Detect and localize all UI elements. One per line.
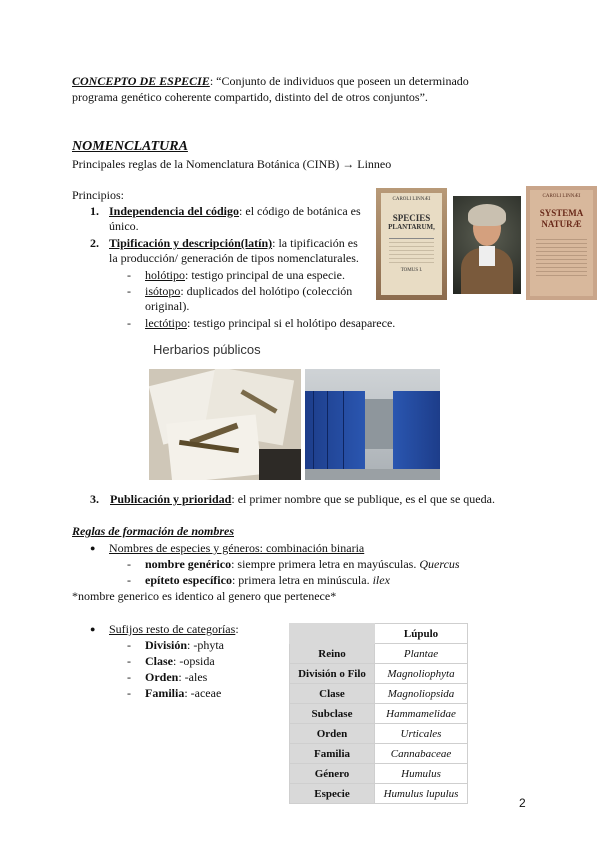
suffix-familia xyxy=(145,686,221,701)
table-row xyxy=(290,684,468,704)
dash: - xyxy=(127,654,131,668)
lectotipo-item xyxy=(145,316,395,331)
suffixes-label: Sufijos resto de categorías xyxy=(109,622,236,636)
principios-label: Principios: xyxy=(72,188,125,202)
book2-title1: SYSTEMA xyxy=(539,208,584,218)
epiteto-term: epíteto específico xyxy=(145,573,232,587)
book1-tomus: TOMUS I. xyxy=(400,268,423,273)
nombre-generico-term: nombre genérico xyxy=(145,557,232,571)
isotopo-item xyxy=(145,284,352,299)
suffixes-colon: : xyxy=(235,622,239,636)
lupulo-taxonomy-table xyxy=(289,623,468,804)
bullet-binomial: Nombres de especies y géneros: combinación binaria xyxy=(109,541,365,555)
principle-2-number: 2. xyxy=(90,236,99,250)
table-row xyxy=(290,784,468,804)
table-row xyxy=(290,704,468,724)
ilex-example: ilex xyxy=(372,573,390,587)
table-row xyxy=(290,744,468,764)
isotopo-def: : duplicados del holótipo (colección xyxy=(180,284,353,298)
concepto-line2: programa genético coherente compartido, distinto del de otros conjuntos”. xyxy=(72,90,428,104)
value-cell: Magnoliophyta xyxy=(375,664,468,684)
table-row xyxy=(290,664,468,684)
herbarium-archive-photo xyxy=(305,369,440,480)
book1-title2: PLANTARUM, xyxy=(388,223,435,231)
lectotipo-term: lectótipo xyxy=(145,316,187,330)
rank-cell: División o Filo xyxy=(290,664,375,684)
dash: - xyxy=(127,316,131,330)
holotipo-term: holótipo xyxy=(145,268,186,282)
quercus-example: Quercus xyxy=(419,557,460,571)
dash: - xyxy=(127,670,131,684)
table-row xyxy=(290,764,468,784)
rank-cell: Género xyxy=(290,764,375,784)
book2-author: CAROLI LINNÆI xyxy=(542,194,581,199)
suffix-clase xyxy=(145,654,215,669)
suffix-division xyxy=(145,638,224,653)
herbarios-caption: Herbarios públicos xyxy=(153,342,261,357)
value-cell: Humulus xyxy=(375,764,468,784)
principle-2-title: Tipificación y descripción(latín) xyxy=(109,236,273,250)
rank-cell: Reino xyxy=(290,644,375,664)
holotipo-item xyxy=(145,268,345,283)
reglas-heading: Reglas de formación de nombres xyxy=(72,524,234,538)
epiteto-def: : primera letra en minúscula. xyxy=(231,573,370,587)
rank-cell: Orden xyxy=(290,724,375,744)
principle-1-text: : el código de botánica es xyxy=(239,204,361,218)
dash: - xyxy=(127,638,131,652)
book2-title2: NATURÆ xyxy=(541,219,582,229)
table-header-row xyxy=(290,624,468,644)
principle-1-number: 1. xyxy=(90,204,99,218)
principle-3 xyxy=(110,492,495,507)
herbarium-specimens-photo xyxy=(149,369,301,480)
principle-2 xyxy=(109,236,358,251)
suffix-cat: División xyxy=(145,638,188,652)
isotopo-term: isótopo xyxy=(145,284,181,298)
concepto-heading: CONCEPTO DE ESPECIE xyxy=(72,74,210,88)
generic-name-note: *nombre generico es identico al genero que pertenece* xyxy=(72,589,337,603)
table-header-lupulo: Lúpulo xyxy=(375,624,468,644)
bullet: ● xyxy=(90,543,96,553)
holotipo-def: : testigo principal de una especie. xyxy=(185,268,345,282)
species-plantarum-cover xyxy=(376,188,447,300)
bullet: ● xyxy=(90,624,96,634)
principle-3-number: 3. xyxy=(90,492,99,506)
suffix-cat: Orden xyxy=(145,670,179,684)
principle-3-text: : el primer nombre que se publique, es el que se queda. xyxy=(231,492,495,506)
nombre-generico-def: : siempre primera letra en mayúsculas. xyxy=(231,557,417,571)
nomenclatura-subtitle: Principales reglas de la Nomenclatura Botánica (CINB) → Linneo xyxy=(72,157,392,171)
linnaeus-portrait xyxy=(453,196,521,294)
principle-1-cont: único. xyxy=(109,219,139,233)
principle-1-title: Independencia del código xyxy=(109,204,240,218)
value-cell: Urticales xyxy=(375,724,468,744)
systema-naturae-cover xyxy=(526,186,597,300)
concepto-definition: : “Conjunto de individuos que poseen un determinado xyxy=(209,74,469,88)
value-cell: Hammamelidae xyxy=(375,704,468,724)
value-cell: Cannabaceae xyxy=(375,744,468,764)
principle-2-cont: la producción/ generación de tipos nomenclaturales. xyxy=(109,251,359,265)
rank-cell: Especie xyxy=(290,784,375,804)
suffix-orden xyxy=(145,670,207,685)
rank-cell: Subclase xyxy=(290,704,375,724)
dash: - xyxy=(127,573,131,587)
book1-author: CAROLI LINNÆI xyxy=(392,197,431,202)
rank-cell: Familia xyxy=(290,744,375,764)
concepto-paragraph xyxy=(72,74,469,89)
book1-title1: SPECIES xyxy=(392,213,431,223)
dash: - xyxy=(127,686,131,700)
suffix-cat: Familia xyxy=(145,686,185,700)
nomenclatura-heading: NOMENCLATURA xyxy=(72,139,188,154)
principle-2-text: : la tipificación es xyxy=(272,236,358,250)
page-number: 2 xyxy=(519,796,526,810)
lectotipo-def: : testigo principal si el holótipo desaparece. xyxy=(187,316,396,330)
principle-3-title: Publicación y prioridad xyxy=(110,492,232,506)
table-row xyxy=(290,724,468,744)
value-cell: Magnoliopsida xyxy=(375,684,468,704)
suffix-cat: Clase xyxy=(145,654,173,668)
nombre-generico-item xyxy=(145,557,460,572)
dash: - xyxy=(127,557,131,571)
suffix-value: : -ales xyxy=(178,670,208,684)
isotopo-cont: original). xyxy=(145,299,190,313)
dash: - xyxy=(127,284,131,298)
suffix-value: : -opsida xyxy=(173,654,215,668)
table-corner xyxy=(290,624,375,644)
dash: - xyxy=(127,268,131,282)
suffix-value: : -aceae xyxy=(184,686,222,700)
bullet-suffixes xyxy=(109,622,239,637)
table-row xyxy=(290,644,468,664)
value-cell: Humulus lupulus xyxy=(375,784,468,804)
principle-1 xyxy=(109,204,361,219)
epiteto-item xyxy=(145,573,390,588)
suffix-value: : -phyta xyxy=(187,638,225,652)
rank-cell: Clase xyxy=(290,684,375,704)
value-cell: Plantae xyxy=(375,644,468,664)
